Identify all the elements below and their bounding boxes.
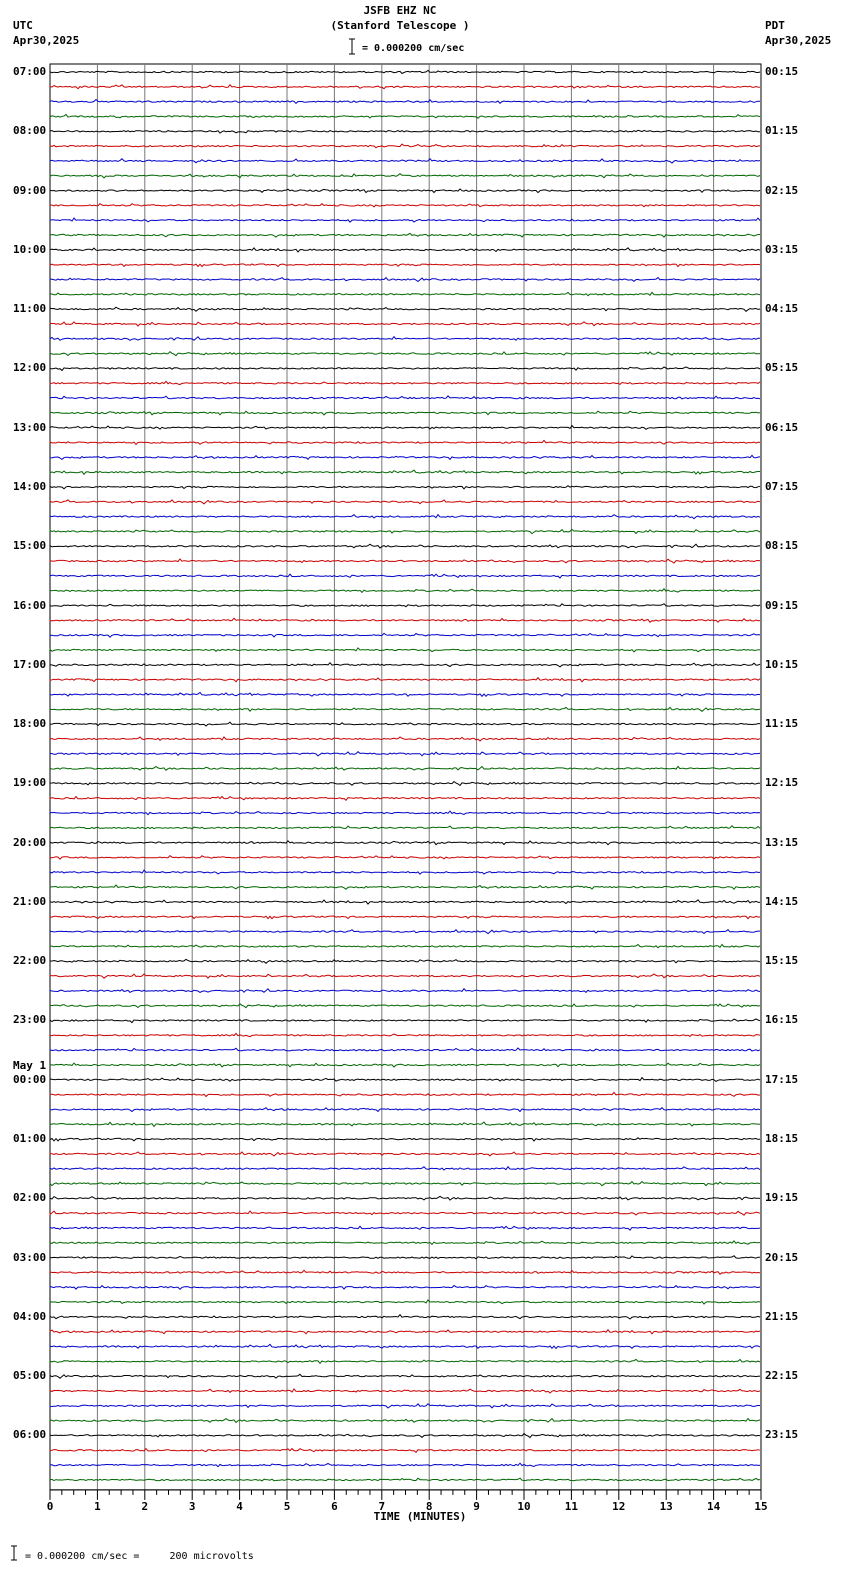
- trace-line: [50, 841, 760, 845]
- utc-hour-label: 22:00: [13, 954, 47, 968]
- x-tick-label: 12: [612, 1499, 626, 1513]
- trace-line: [50, 85, 760, 89]
- trace-line: [50, 544, 760, 548]
- trace-line: [50, 100, 760, 104]
- x-tick-label: 3: [188, 1499, 196, 1513]
- trace-line: [50, 826, 760, 829]
- trace-line: [50, 1211, 760, 1215]
- x-tick-label: 14: [706, 1499, 721, 1513]
- pdt-hour-label: 14:15: [765, 894, 799, 908]
- utc-hour-label: 17:00: [13, 657, 47, 671]
- pdt-hour-label: 17:15: [765, 1072, 799, 1086]
- trace-line: [50, 174, 760, 178]
- utc-hour-label: 18:00: [13, 717, 47, 731]
- utc-hour-label: 08:00: [13, 124, 47, 138]
- trace-line: [50, 766, 760, 770]
- trace-line: [50, 307, 760, 311]
- trace-line: [50, 115, 760, 119]
- utc-hour-label: 13:00: [13, 420, 47, 434]
- pdt-hour-label: 11:15: [765, 717, 799, 731]
- utc-hour-label: 20:00: [13, 835, 47, 849]
- pdt-hour-label: 19:15: [765, 1191, 799, 1205]
- trace-line: [50, 900, 760, 904]
- plot-frame: [50, 64, 761, 1490]
- x-tick-label: 4: [236, 1499, 243, 1513]
- utc-hour-label: 01:00: [13, 1132, 47, 1146]
- utc-hour-label: 06:00: [13, 1428, 47, 1442]
- x-tick-label: 5: [283, 1499, 291, 1513]
- trace-line: [50, 144, 760, 148]
- trace-line: [50, 1182, 760, 1186]
- trace-line: [50, 1434, 760, 1438]
- trace-line: [50, 218, 760, 222]
- trace-line: [50, 797, 760, 801]
- trace-line: [50, 959, 760, 963]
- pdt-hour-label: 12:15: [765, 776, 799, 790]
- trace-line: [50, 1478, 760, 1481]
- trace-line: [50, 648, 760, 652]
- trace-line: [50, 559, 760, 563]
- trace-line: [50, 411, 760, 415]
- pdt-hour-label: 00:15: [765, 65, 799, 78]
- trace-line: [50, 885, 760, 889]
- trace-line: [50, 1286, 760, 1290]
- x-tick-label: 10: [517, 1499, 531, 1513]
- station-title: JSFB EHZ NC: [363, 4, 437, 17]
- trace-line: [50, 944, 760, 947]
- station-location: (Stanford Telescope ): [330, 19, 470, 32]
- trace-line: [50, 159, 760, 163]
- trace-line: [50, 1138, 760, 1141]
- trace-line: [50, 1108, 760, 1112]
- trace-line: [50, 248, 760, 252]
- trace-line: [50, 1404, 760, 1408]
- trace-line: [50, 1226, 760, 1230]
- trace-line: [50, 1359, 760, 1363]
- x-tick-label: 9: [473, 1499, 480, 1513]
- utc-hour-label: 03:00: [13, 1250, 47, 1264]
- pdt-hour-label: 06:15: [765, 420, 799, 434]
- trace-line: [50, 352, 760, 356]
- trace-line: [50, 1315, 760, 1319]
- trace-line: [50, 440, 760, 444]
- trace-line: [50, 1048, 760, 1051]
- trace-line: [50, 1152, 760, 1156]
- utc-hour-label: 05:00: [13, 1369, 47, 1383]
- trace-line: [50, 367, 760, 371]
- trace-line: [50, 278, 760, 282]
- footer-scale-note: = 0.000200 cm/sec = 200 microvolts: [25, 1551, 254, 1562]
- trace-line: [50, 130, 760, 133]
- x-tick-label: 15: [754, 1499, 768, 1513]
- x-tick-label: 6: [331, 1499, 338, 1513]
- trace-line: [50, 1256, 760, 1259]
- trace-line: [50, 722, 760, 726]
- pdt-hour-label: 01:15: [765, 124, 799, 138]
- pdt-hour-label: 21:15: [765, 1309, 799, 1323]
- trace-line: [50, 233, 760, 237]
- utc-hour-label: 09:00: [13, 183, 47, 197]
- trace-line: [50, 264, 760, 267]
- trace-line: [50, 500, 760, 504]
- trace-line: [50, 1449, 760, 1453]
- trace-line: [50, 930, 760, 934]
- pdt-hour-label: 23:15: [765, 1428, 799, 1442]
- pdt-hour-label: 10:15: [765, 657, 799, 671]
- trace-line: [50, 204, 760, 207]
- utc-hour-label: 23:00: [13, 1013, 47, 1027]
- scale-label: = 0.000200 cm/sec: [362, 43, 465, 54]
- pdt-hour-label: 16:15: [765, 1013, 799, 1027]
- plot-grid: [50, 64, 761, 1490]
- pdt-hour-label: 20:15: [765, 1250, 799, 1264]
- trace-line: [50, 189, 760, 193]
- trace-line: [50, 752, 760, 756]
- left-timezone: UTC: [13, 19, 33, 32]
- trace-line: [50, 707, 760, 711]
- trace-line: [50, 589, 760, 593]
- utc-hour-label: 15:00: [13, 539, 47, 553]
- trace-line: [50, 529, 760, 533]
- pdt-hour-label: 18:15: [765, 1132, 799, 1146]
- trace-line: [50, 426, 760, 430]
- trace-line: [50, 811, 760, 815]
- trace-line: [50, 1374, 760, 1378]
- trace-line: [50, 663, 760, 667]
- utc-hour-label: 07:00: [13, 65, 47, 78]
- x-tick-label: 2: [141, 1499, 149, 1513]
- trace-line: [50, 1330, 760, 1334]
- trace-line: [50, 782, 760, 786]
- trace-line: [50, 381, 760, 384]
- pdt-hour-label: 05:15: [765, 361, 799, 375]
- utc-hour-label: 16:00: [13, 598, 47, 612]
- trace-line: [50, 515, 760, 519]
- utc-hour-label: 19:00: [13, 776, 47, 790]
- date-change-label: May 1: [13, 1058, 47, 1072]
- trace-line: [50, 974, 760, 978]
- seismic-traces: [50, 70, 760, 1481]
- utc-hour-label: 14:00: [13, 479, 47, 493]
- trace-line: [50, 1463, 760, 1467]
- pdt-hour-label: 02:15: [765, 183, 799, 197]
- x-tick-label: 13: [659, 1499, 673, 1513]
- right-date: Apr30,2025: [765, 34, 832, 47]
- trace-line: [50, 633, 760, 637]
- utc-hour-label: 04:00: [13, 1309, 47, 1323]
- pdt-hour-label: 03:15: [765, 242, 799, 256]
- trace-line: [50, 292, 760, 295]
- x-tick-label: 8: [425, 1499, 433, 1513]
- trace-line: [50, 692, 760, 696]
- trace-line: [50, 470, 760, 474]
- trace-line: [50, 1167, 760, 1170]
- utc-hour-label: 10:00: [13, 242, 47, 256]
- trace-line: [50, 337, 760, 341]
- trace-line: [50, 1344, 760, 1348]
- trace-line: [50, 870, 760, 874]
- trace-line: [50, 1270, 760, 1274]
- utc-hour-label: 02:00: [13, 1191, 47, 1205]
- trace-line: [50, 1389, 760, 1393]
- trace-line: [50, 618, 760, 622]
- x-tick-label: 1: [94, 1499, 101, 1513]
- trace-line: [50, 574, 760, 578]
- trace-line: [50, 1063, 760, 1067]
- trace-line: [50, 856, 760, 860]
- utc-hour-label: 11:00: [13, 302, 47, 316]
- pdt-hour-label: 15:15: [765, 954, 799, 968]
- x-tick-label: 11: [564, 1499, 579, 1513]
- trace-line: [50, 1196, 760, 1200]
- utc-hour-label: 12:00: [13, 361, 47, 375]
- pdt-hour-label: 09:15: [765, 598, 799, 612]
- left-date: Apr30,2025: [13, 34, 80, 47]
- pdt-hour-label: 07:15: [765, 479, 799, 493]
- trace-line: [50, 989, 760, 993]
- trace-line: [50, 1241, 760, 1245]
- utc-hour-label: 21:00: [13, 894, 47, 908]
- x-tick-label: 7: [378, 1499, 386, 1513]
- pdt-hour-label: 22:15: [765, 1369, 799, 1383]
- trace-line: [50, 455, 760, 459]
- x-tick-label: 0: [46, 1499, 54, 1513]
- trace-line: [50, 1122, 760, 1126]
- trace-line: [50, 1078, 760, 1082]
- trace-line: [50, 1092, 760, 1096]
- trace-line: [50, 1033, 760, 1036]
- right-timezone: PDT: [765, 19, 785, 32]
- trace-line: [50, 322, 760, 326]
- trace-line: [50, 737, 760, 741]
- trace-line: [50, 678, 760, 682]
- trace-line: [50, 916, 760, 919]
- trace-line: [50, 70, 760, 73]
- trace-line: [50, 1300, 760, 1304]
- trace-line: [50, 396, 760, 399]
- pdt-hour-label: 04:15: [765, 302, 799, 316]
- trace-line: [50, 1004, 760, 1008]
- pdt-hour-label: 13:15: [765, 835, 799, 849]
- trace-line: [50, 1019, 760, 1023]
- trace-line: [50, 1419, 760, 1423]
- trace-line: [50, 604, 760, 607]
- x-axis-title: TIME (MINUTES): [373, 1510, 467, 1523]
- pdt-hour-label: 08:15: [765, 539, 799, 553]
- trace-line: [50, 486, 760, 489]
- utc-hour-label: 00:00: [13, 1072, 47, 1086]
